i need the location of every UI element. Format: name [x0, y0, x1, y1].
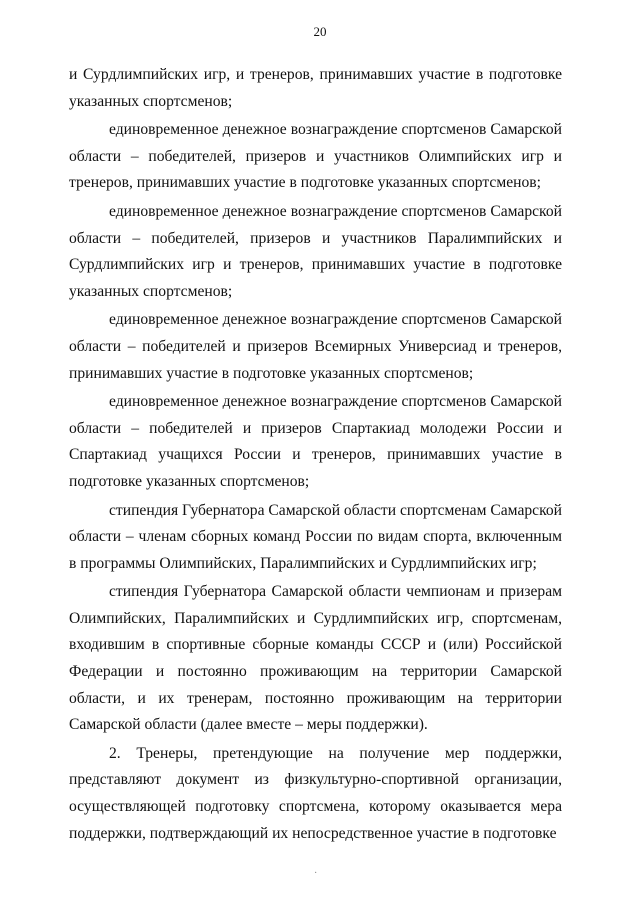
paragraph: стипендия Губернатора Самарской области чемпионам и призерам Олимпийских, Паралимпийских и Сурдлимпийских игр, спортсменам, входившим в спортивные сборные команды СССР и (или) Российской Федерации и постоянно проживающим на территории Самарской области, и их тренерам, постоянно проживающим на территории Самарской области (далее вместе – меры поддержки). [69, 583, 562, 734]
paragraph: и Сурдлимпийских игр, и тренеров, принимавших участие в подготовке указанных спортсменов; [69, 66, 562, 110]
paragraph: 2. Тренеры, претендующие на получение мер поддержки, представляют документ из физкультурно-спортивной организации, осуществляющей подготовку спортсмена, которому оказывается мера поддержки, подтверждающий их непосредственное участие в подготовке [69, 744, 562, 842]
paragraph: единовременное денежное вознаграждение спортсменов Самарской области – победителей и призеров Спартакиад молодежи России и Спартакиад учащихся России и тренеров, принимавших участие в подготовке указанных спортсменов; [69, 393, 562, 490]
paragraph: единовременное денежное вознаграждение спортсменов Самарской области – победителей, призеров и участников Олимпийских игр и тренеров, принимавших участие в подготовке указанных спортсменов; [69, 121, 562, 192]
document-body [69, 62, 562, 849]
scan-artifact: · [314, 868, 318, 879]
paragraph: единовременное денежное вознаграждение спортсменов Самарской области – победителей, призеров и участников Паралимпийских и Сурдлимпийских игр и тренеров, принимавших участие в подготовке указанных спортсменов; [69, 202, 562, 300]
paragraph: стипендия Губернатора Самарской области спортсменам Самарской области – членам сборных команд России по видам спорта, включенным в программы Олимпийских, Паралимпийских и Сурдлимпийских игр; [69, 501, 563, 572]
paragraph: единовременное денежное вознаграждение спортсменов Самарской области – победителей и призеров Всемирных Универсиад и тренеров, принимавших участие в подготовке указанных спортсменов; [69, 311, 562, 382]
page-number: 20 [313, 24, 327, 39]
